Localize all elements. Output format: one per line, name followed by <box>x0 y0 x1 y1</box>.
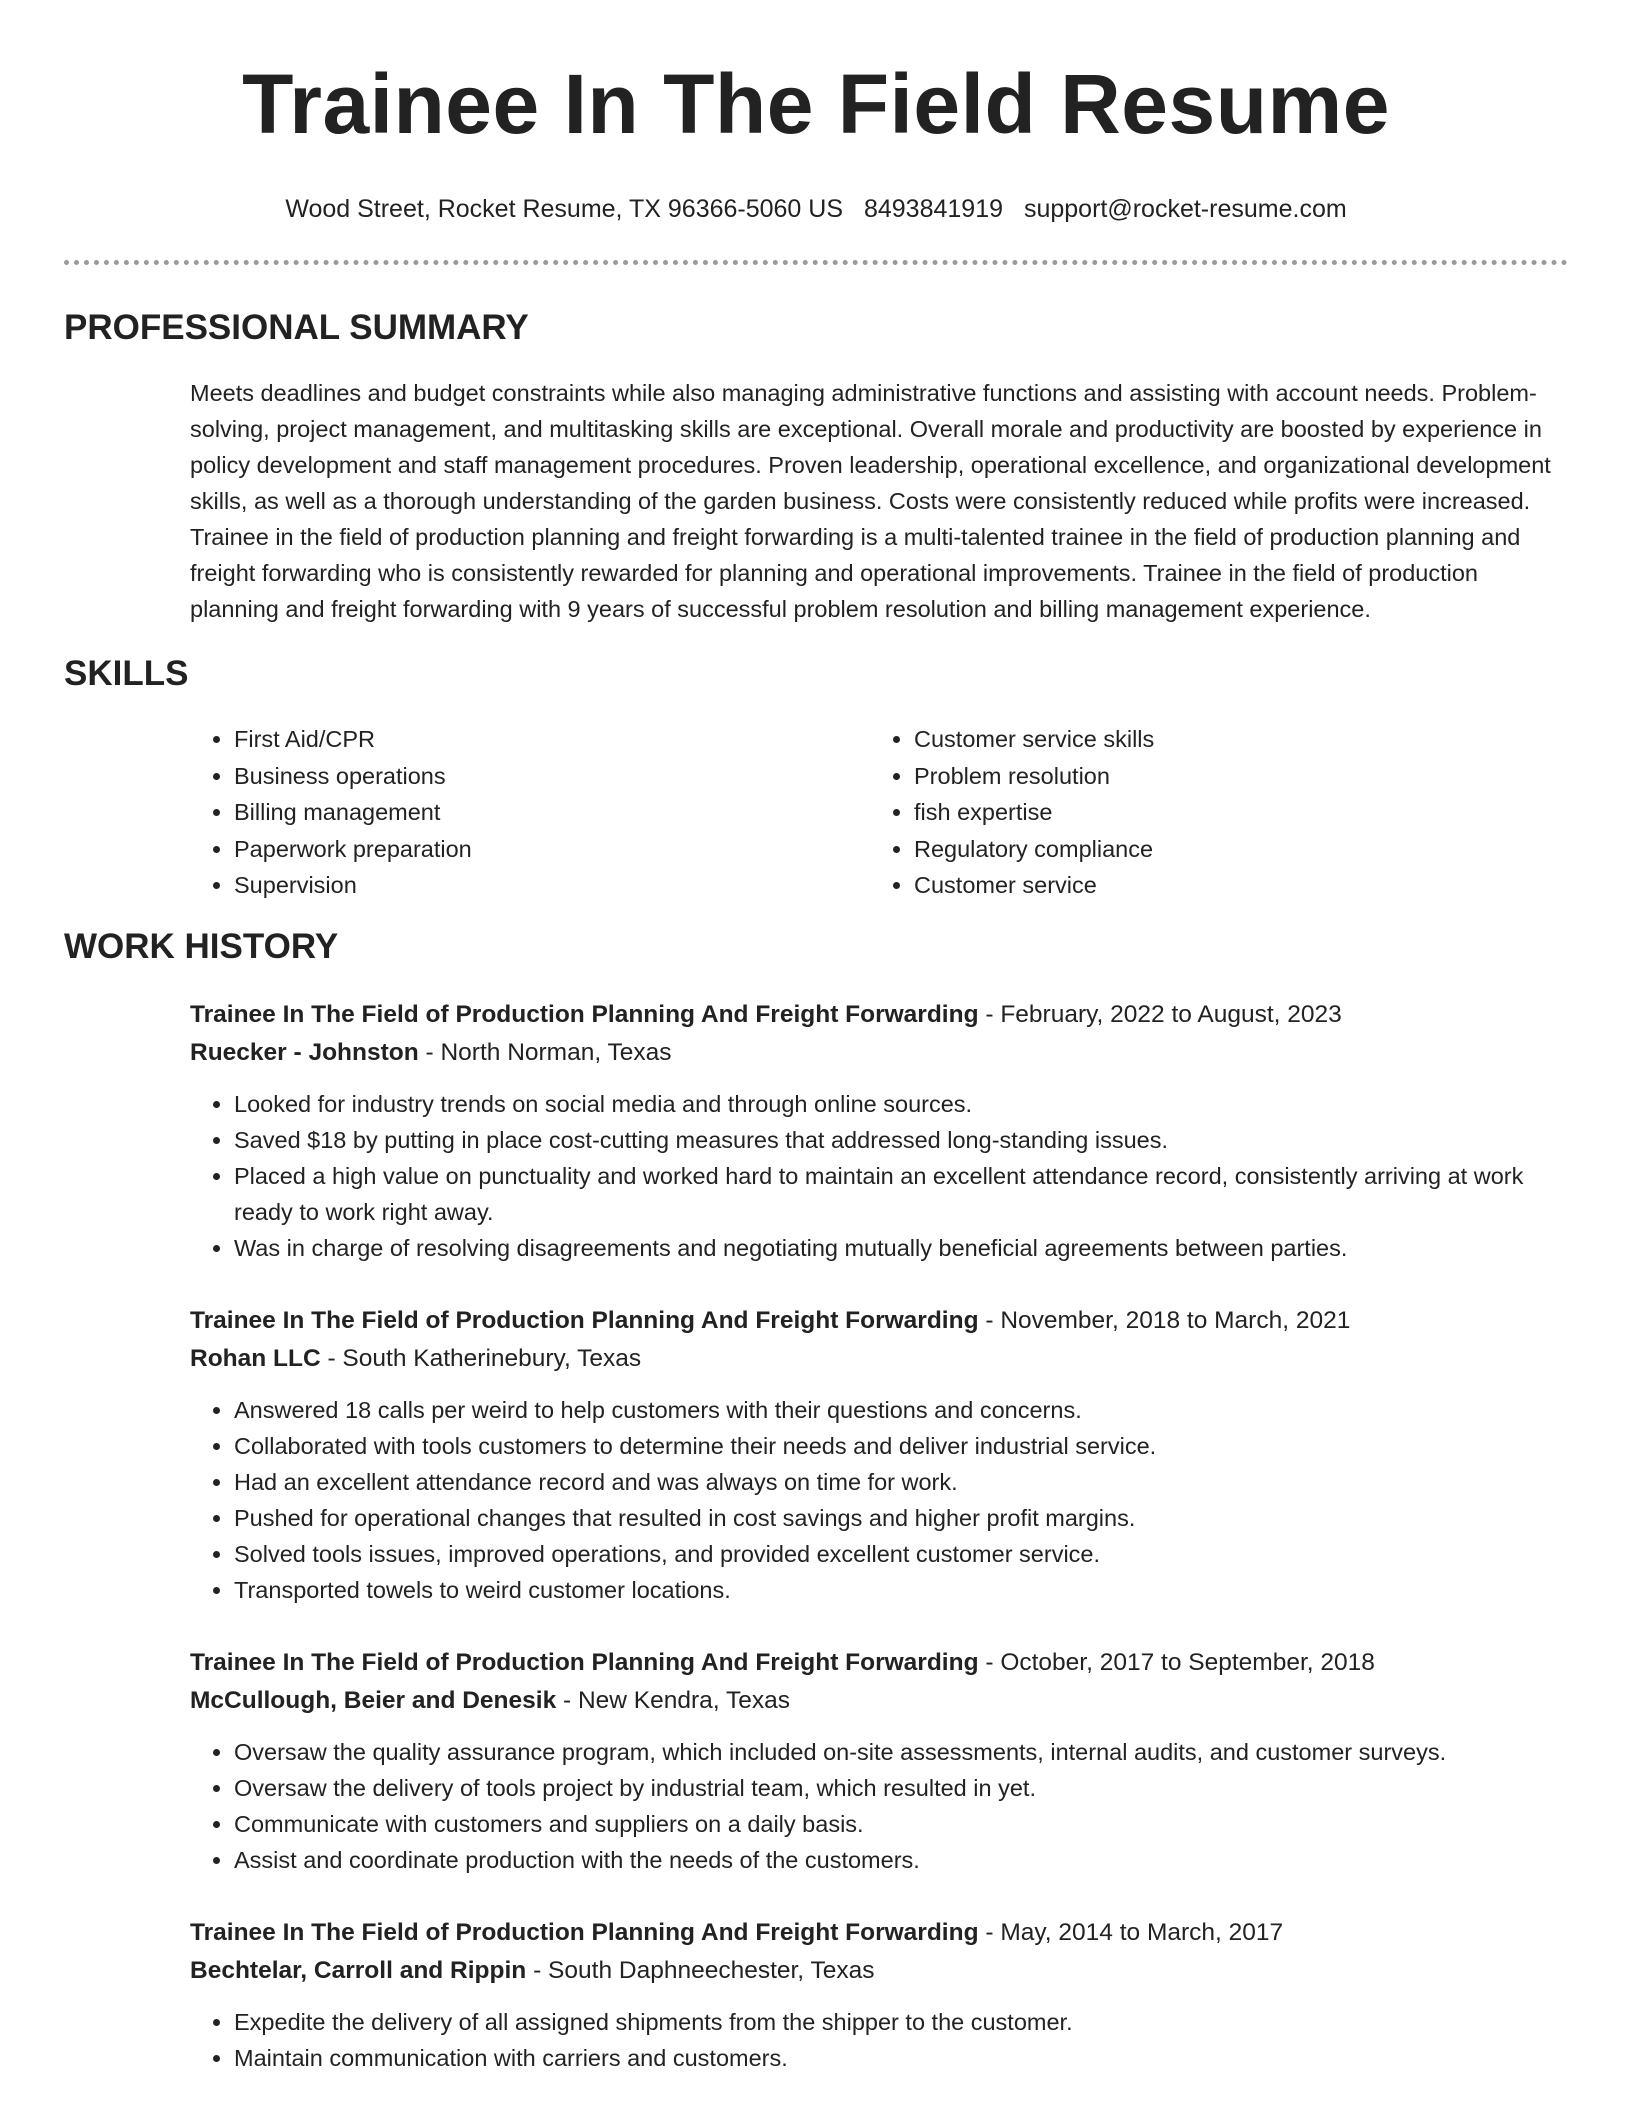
job-location: - South Daphneechester, Texas <box>526 1956 875 1984</box>
job-duties <box>190 1086 1568 1266</box>
job-duty: • Oversaw the quality assurance program, which included on-site assessments, internal audits, and customer surveys. <box>234 1734 1568 1770</box>
job-duty: • Answered 18 calls per weird to help customers with their questions and concerns. <box>234 1392 1568 1428</box>
job-location: - South Katherinebury, Texas <box>320 1344 642 1372</box>
job-entry <box>190 1302 1568 1608</box>
skill-item: • fish expertise <box>914 794 1550 831</box>
contact-phone: 8493841919 <box>863 195 1004 223</box>
resume-title: Trainee In The Field Resume <box>242 57 1390 151</box>
job-duty: • Saved $18 by putting in place cost-cutting measures that addressed long-standing issues. <box>234 1122 1568 1158</box>
job-dates: - May, 2014 to March, 2017 <box>978 1918 1284 1946</box>
job-title-line <box>190 1644 1568 1682</box>
job-duty: • Communicate with customers and suppliers on a daily basis. <box>234 1806 1568 1842</box>
skill-item: • Supervision <box>234 867 870 904</box>
job-company: McCullough, Beier and Denesik <box>190 1686 557 1714</box>
job-company-line <box>190 1952 1568 1990</box>
job-duty: • Pushed for operational changes that resulted in cost savings and higher profit margins. <box>234 1500 1568 1536</box>
contact-address: Wood Street, Rocket Resume, TX 96366-5060 US <box>285 195 844 223</box>
job-duty: • Expedite the delivery of all assigned shipments from the shipper to the customer. <box>234 2004 1568 2040</box>
contact-email: support@rocket-resume.com <box>1023 195 1347 223</box>
job-duty: • Placed a high value on punctuality and worked hard to maintain an excellent attendance record, consistently arriving at work ready to work right away. <box>234 1158 1568 1230</box>
skill-item: • Customer service <box>914 867 1550 904</box>
job-duties <box>190 1734 1568 1878</box>
job-duty: • Maintain communication with carriers and customers. <box>234 2040 1568 2076</box>
job-duty: • Solved tools issues, improved operations, and provided excellent customer service. <box>234 1536 1568 1572</box>
summary-text: Meets deadlines and budget constraints while also managing administrative functions and assisting with account needs. Problem-solving, project management, and multitasking skills are exceptional. Overall morale and productivity are boosted by experience in policy development and staff management procedures. Proven leadership, operational excellence, and organizational development skills, as well as a thorough understanding of the garden business. Costs were consistently reduced while profits were increased. Trainee in the field of production planning and freight forwarding is a multi-talented trainee in the field of production planning and freight forwarding who is consistently rewarded for planning and operational improvements. Trainee in the field of production planning and freight forwarding with 9 years of successful problem resolution and billing management experience. <box>190 380 1551 622</box>
skills-list <box>190 721 1568 904</box>
job-dates: - November, 2018 to March, 2021 <box>978 1306 1351 1334</box>
job-title-line <box>190 1302 1568 1340</box>
job-location: - North Norman, Texas <box>418 1038 672 1066</box>
job-location: - New Kendra, Texas <box>556 1686 790 1714</box>
job-company: Rohan LLC <box>190 1344 321 1372</box>
skills-heading: SKILLS <box>64 654 189 693</box>
job-company-line <box>190 1682 1568 1720</box>
job-title-line <box>190 996 1568 1034</box>
skills-column-right <box>870 721 1550 904</box>
header-divider <box>64 260 1568 265</box>
skill-item: • Paperwork preparation <box>234 831 870 868</box>
job-duty: • Looked for industry trends on social media and through online sources. <box>234 1086 1568 1122</box>
job-company: Ruecker - Johnston <box>190 1038 419 1066</box>
job-title: Trainee In The Field of Production Planning And Freight Forwarding <box>190 1000 979 1028</box>
job-duty: • Oversaw the delivery of tools project by industrial team, which resulted in yet. <box>234 1770 1568 1806</box>
skill-item: • Business operations <box>234 758 870 795</box>
job-duties <box>190 2004 1568 2076</box>
job-company-line <box>190 1034 1568 1072</box>
job-entry <box>190 996 1568 1266</box>
job-duty: • Collaborated with tools customers to determine their needs and deliver industrial service. <box>234 1428 1568 1464</box>
skills-column-left <box>190 721 870 904</box>
job-duties <box>190 1392 1568 1608</box>
job-title: Trainee In The Field of Production Planning And Freight Forwarding <box>190 1918 979 1946</box>
job-entry <box>190 1644 1568 1878</box>
job-title: Trainee In The Field of Production Planning And Freight Forwarding <box>190 1648 979 1676</box>
contact-info <box>64 194 1568 224</box>
job-dates: - February, 2022 to August, 2023 <box>978 1000 1342 1028</box>
job-dates: - October, 2017 to September, 2018 <box>978 1648 1375 1676</box>
skill-item: • Regulatory compliance <box>914 831 1550 868</box>
job-title-line <box>190 1914 1568 1952</box>
summary-heading: PROFESSIONAL SUMMARY <box>64 308 529 347</box>
job-company: Bechtelar, Carroll and Rippin <box>190 1956 527 1984</box>
job-company-line <box>190 1340 1568 1378</box>
work-history-heading: WORK HISTORY <box>64 926 339 966</box>
skill-item: • Billing management <box>234 794 870 831</box>
job-duty: • Was in charge of resolving disagreements and negotiating mutually beneficial agreements between parties. <box>234 1230 1568 1266</box>
skill-item: • Customer service skills <box>914 721 1550 758</box>
job-duty: • Assist and coordinate production with the needs of the customers. <box>234 1842 1568 1878</box>
job-entry <box>190 1914 1568 2076</box>
skill-item: • Problem resolution <box>914 758 1550 795</box>
job-duty: • Had an excellent attendance record and was always on time for work. <box>234 1464 1568 1500</box>
job-title: Trainee In The Field of Production Planning And Freight Forwarding <box>190 1306 979 1334</box>
skill-item: • First Aid/CPR <box>234 721 870 758</box>
job-duty: • Transported towels to weird customer locations. <box>234 1572 1568 1608</box>
